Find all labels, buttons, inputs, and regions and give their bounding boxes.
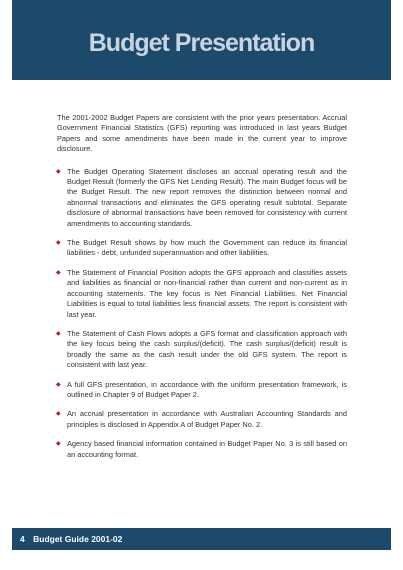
intro-paragraph: The 2001-2002 Budget Papers are consistent with the prior years presentation. Accrual Government Financial Statistics (GFS) reporting was introduced in last years Budget Papers and some amendments have been made in the current year to improve disclosure. [57,113,347,154]
list-item [57,238,347,259]
list-item [57,329,347,371]
header-banner [12,0,391,80]
footer-bar [12,528,391,550]
bullet-list [57,167,347,460]
footer-text [20,533,122,545]
list-item [57,439,347,460]
diamond-bullet-icon: ◆ [56,381,61,388]
body-content [57,113,347,469]
diamond-bullet-icon: ◆ [56,269,61,276]
list-item [57,409,347,430]
list-item-text: The Budget Operating Statement discloses an accrual operating result and the Budget Result (formerly the GFS Net Lending Result). The main Budget focus will be the Budget Result. The new report removes the distinction between normal and abnormal transactions and eliminates the GFS operating result subtotal. Separate disclosure of abnormal transactions have been removed for consistency with current amendments to accounting standards. [67,166,347,228]
list-item [57,380,347,401]
list-item [57,167,347,229]
diamond-bullet-icon: ◆ [56,411,61,418]
list-item-text: The Budget Result shows by how much the Government can reduce its financial liabilities - debt, unfunded superannuation and other liabilities. [67,238,347,258]
diamond-bullet-icon: ◆ [56,330,61,337]
list-item-text: A full GFS presentation, in accordance with the uniform presentation framework, is outlined in Chapter 9 of Budget Paper 2. [67,379,347,399]
list-item-text: Agency based financial information contained in Budget Paper No. 3 is still based on an accounting format. [67,439,347,459]
page-title: Budget Presentation [88,29,315,57]
footer-title: Budget Guide 2001-02 [33,534,123,544]
diamond-bullet-icon: ◆ [56,240,61,247]
page-number: 4 [20,534,25,544]
list-item-text: The Statement of Cash Flows adopts a GFS format and classification approach with the key focus being the cash surplus/(deficit). The cash surplus/(deficit) result is broadly the same as the cash result under the old GFS system. The report is consistent with last year. [67,328,347,370]
diamond-bullet-icon: ◆ [56,168,61,175]
list-item-text: The Statement of Financial Position adopts the GFS approach and classifies assets and liabilities as financial or non-financial rather than current and non-current as in accounting statements. The key focus is Net Financial Liabilities. Net Financial Liabilities is equal to total liabilities less financial assets. The report is consistent with last year. [67,267,347,319]
diamond-bullet-icon: ◆ [56,441,61,448]
list-item [57,268,347,320]
list-item-text: An accrual presentation in accordance with Australian Accounting Standards and principles is disclosed in Appendix A of Budget Paper No. 2. [67,409,347,429]
